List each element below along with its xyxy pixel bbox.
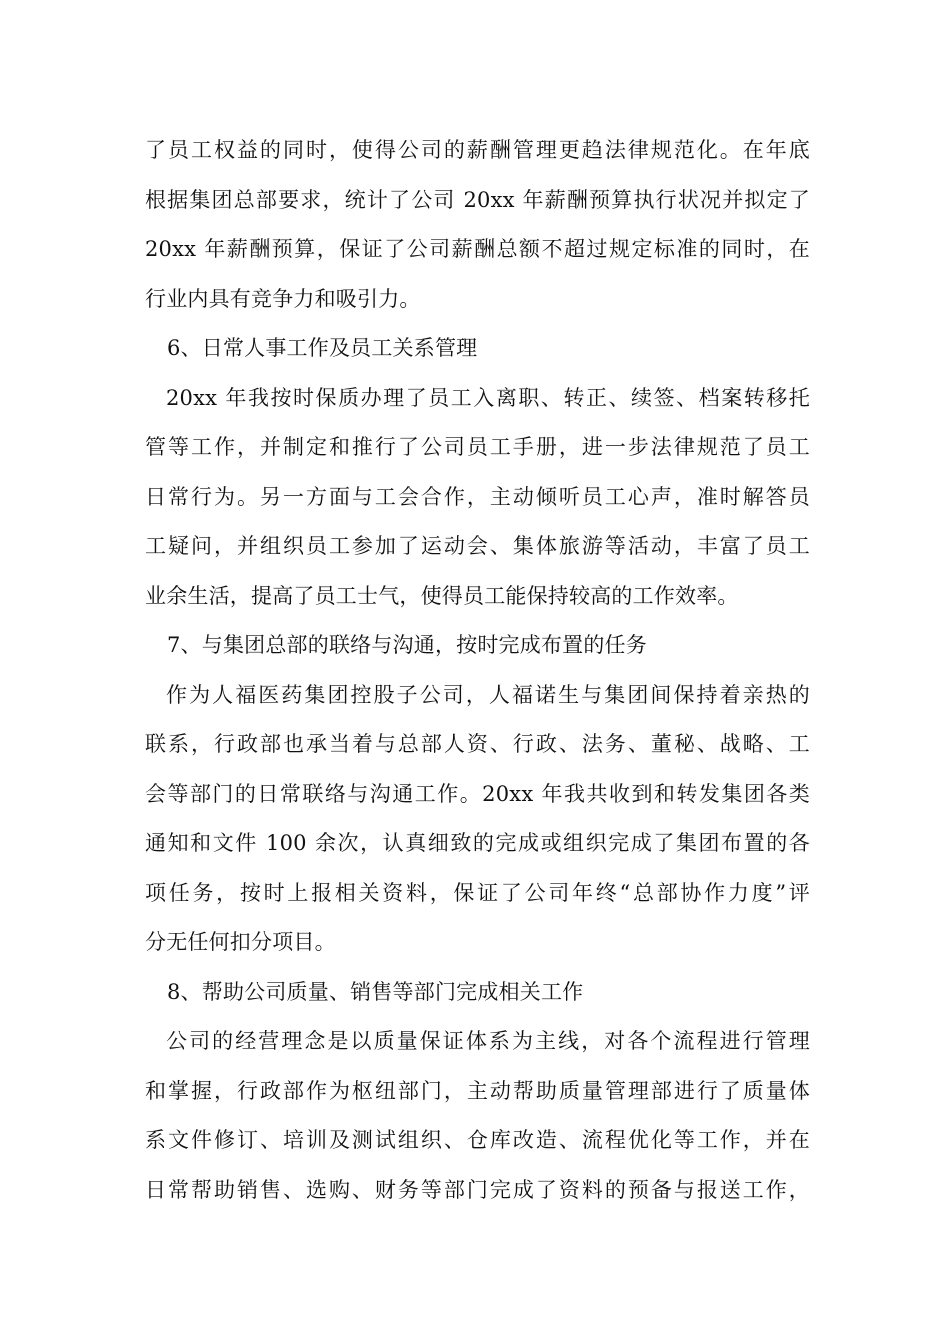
section-heading: 8、帮助公司质量、销售等部门完成相关工作 bbox=[167, 979, 584, 1004]
text-line: 行业内具有竞争力和吸引力。 bbox=[145, 286, 421, 311]
text-line: 和掌握，行政部作为枢纽部门，主动帮助质量管理部进行了质量体 bbox=[145, 1078, 810, 1103]
text-line: 公司的经营理念是以质量保证体系为主线，对各个流程进行管理 bbox=[166, 1029, 810, 1053]
text-line: 系文件修订、培训及测试组织、仓库改造、流程优化等工作，并在 bbox=[145, 1128, 810, 1152]
document-body bbox=[145, 126, 810, 1215]
text-line: 管等工作，并制定和推行了公司员工手册，进一步法律规范了员工 bbox=[145, 435, 810, 459]
text-line: 作为人福医药集团控股子公司，人福诺生与集团间保持着亲热的 bbox=[166, 682, 810, 707]
text-line: 会等部门的日常联络与沟通工作。20xx 年我共收到和转发集团各类 bbox=[145, 781, 810, 806]
text-line: 通知和文件 100 余次，认真细致的完成或组织完成了集团布置的各 bbox=[145, 831, 810, 855]
text-line: 项任务，按时上报相关资料，保证了公司年终“总部协作力度”评 bbox=[145, 880, 810, 905]
text-line: 日常行为。另一方面与工会合作，主动倾听员工心声，准时解答员 bbox=[145, 484, 810, 509]
text-line: 业余生活，提高了员工士气，使得员工能保持较高的工作效率。 bbox=[145, 583, 739, 608]
text-line: 分无任何扣分项目。 bbox=[145, 930, 336, 954]
text-line: 20xx 年我按时保质办理了员工入离职、转正、续签、档案转移托 bbox=[166, 385, 810, 410]
text-line: 了员工权益的同时，使得公司的薪酬管理更趋法律规范化。在年底 bbox=[145, 138, 810, 162]
section-heading: 6、日常人事工作及员工关系管理 bbox=[167, 336, 478, 360]
text-line: 根据集团总部要求，统计了公司 20xx 年薪酬预算执行状况并拟定了 bbox=[145, 187, 810, 212]
text-line: 联系，行政部也承当着与总部人资、行政、法务、董秘、战略、工 bbox=[145, 732, 810, 756]
text-line: 20xx 年薪酬预算，保证了公司薪酬总额不超过规定标准的同时，在 bbox=[145, 237, 810, 261]
section-heading: 7、与集团总部的联络与沟通，按时完成布置的任务 bbox=[167, 633, 647, 657]
text-line: 日常帮助销售、选购、财务等部门完成了资料的预备与报送工作， bbox=[145, 1177, 810, 1202]
text-line: 工疑问，并组织员工参加了运动会、集体旅游等活动，丰富了员工 bbox=[145, 534, 810, 558]
